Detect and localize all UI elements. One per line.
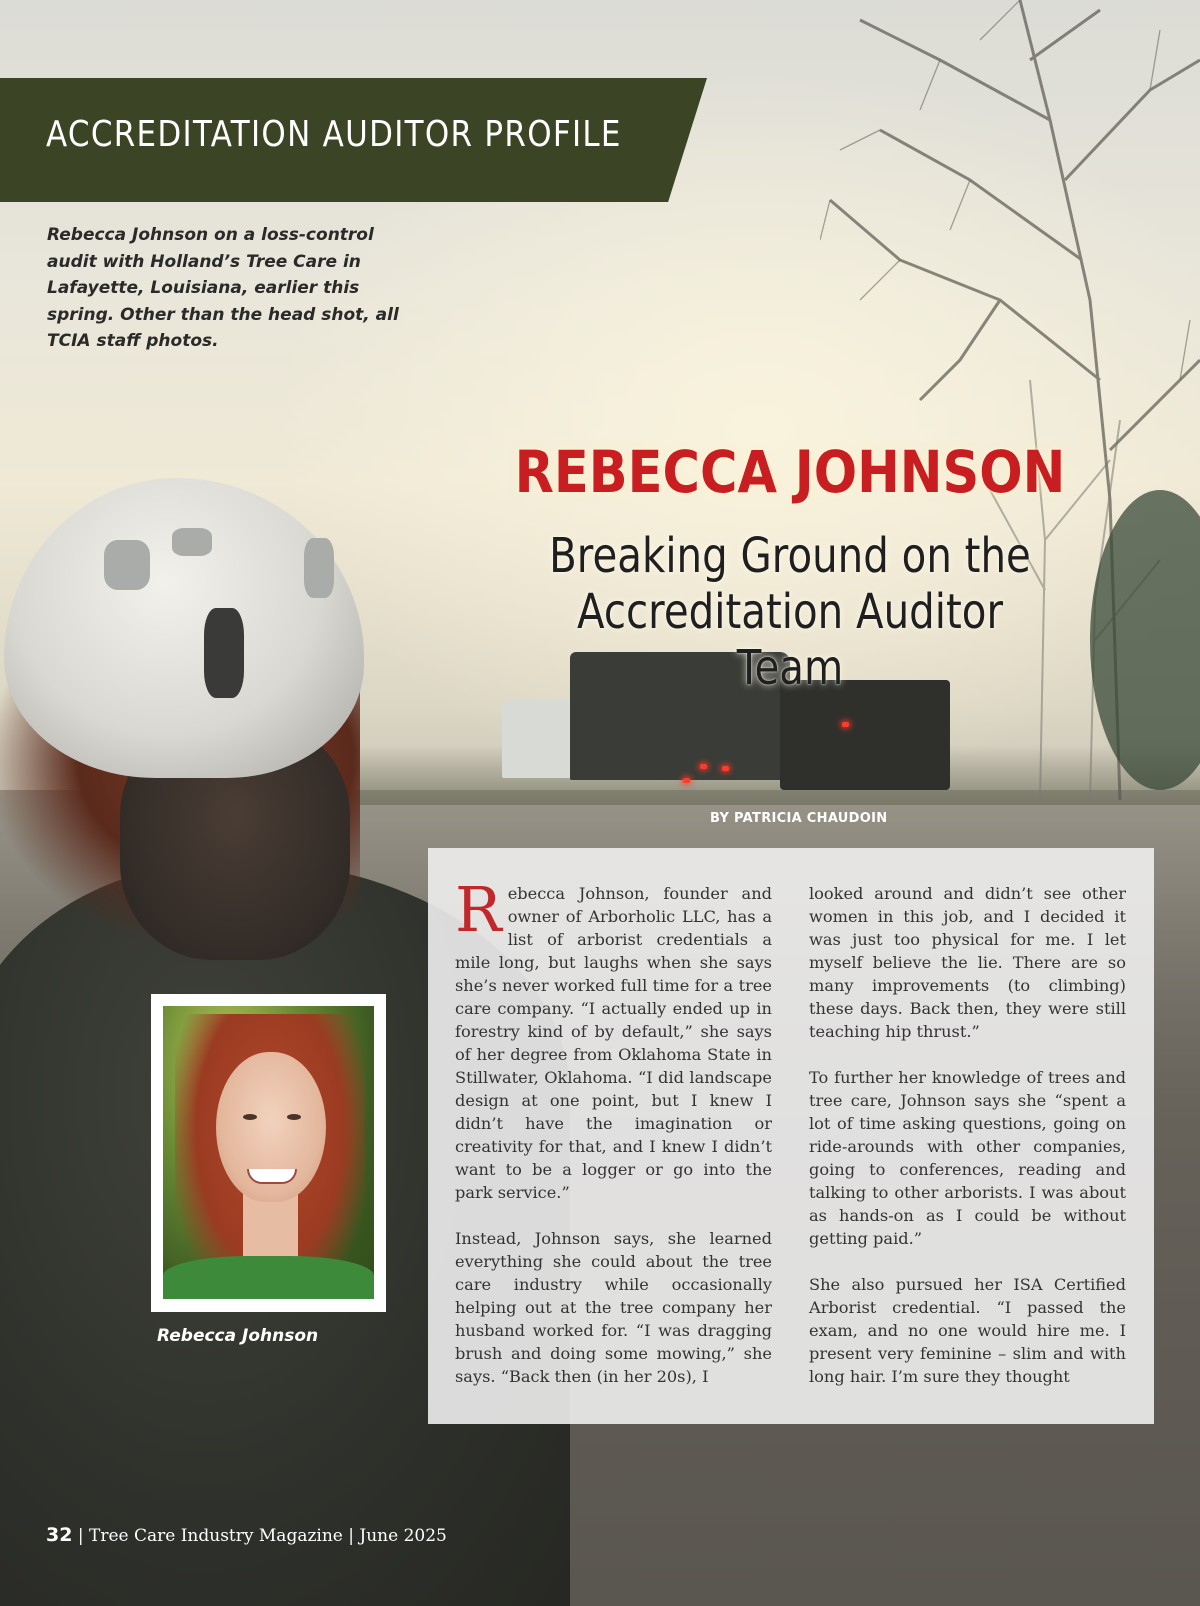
photo-caption-top: Rebecca Johnson on a loss-control audit with Holland’s Tree Care in Lafayette, Louisiana, earlier this spring. Other than the head shot, all TCIA staff photos. xyxy=(47,225,399,351)
page-footer xyxy=(46,1524,447,1546)
subtitle-line: Accreditation Auditor Team xyxy=(576,584,1004,696)
wood-chipper xyxy=(780,680,950,790)
headshot-photo xyxy=(163,1006,374,1299)
paragraph: Rebecca Johnson, founder and owner of Arborholic LLC, has a list of arborist credentials a mile long, but laughs when she says she’s never worked full time for a tree care company. “I actually ended up in forestry kind of by default,” she says of her degree from Oklahoma State in Stillwater, Oklahoma. “I did landscape design at one point, but I knew I didn’t have the imagination or creativity for that, and I knew I didn’t want to be a logger or go into the park service.” xyxy=(455,873,772,1202)
page-number: 32 xyxy=(46,1524,73,1546)
publication-info: | Tree Care Industry Magazine | June 2025 xyxy=(72,1526,447,1546)
paragraph: She also pursued her ISA Certified Arborist credential. “I passed the exam, and no one would hire me. I present very feminine – slim and with long hair. I’m sure they thought xyxy=(809,1275,1126,1386)
article-subtitle xyxy=(521,528,1059,696)
section-label: ACCREDITATION AUDITOR PROFILE xyxy=(46,114,622,155)
tail-light xyxy=(842,722,849,727)
paragraph: Instead, Johnson says, she learned everything she could about the tree care industry while occasionally helping out at the tree company her husband worked for. “I was dragging brush and doing some mowing,” she says. “Back then (in her 20s), I xyxy=(455,1229,772,1386)
subtitle-line: Breaking Ground on the xyxy=(549,528,1031,584)
drop-cap: R xyxy=(455,873,502,946)
article-title: REBECCA JOHNSON xyxy=(514,438,1066,506)
tail-light xyxy=(722,766,729,771)
article-column-2 xyxy=(809,882,1126,1411)
paragraph: looked around and didn’t see other women in this job, and I decided it was just too physical for me. I let myself believe the lie. There are so many improvements (to climbing) these days. Back then, they were still teaching hip thrust.” xyxy=(809,884,1126,1041)
byline: BY PATRICIA CHAUDOIN xyxy=(710,811,888,826)
headshot-caption: Rebecca Johnson xyxy=(157,1326,319,1346)
safety-helmet xyxy=(4,478,364,778)
paragraph: To further her knowledge of trees and tree care, Johnson says she “spent a lot of time asking questions, going on ride-arounds with other companies, going to conferences, reading and talking to other arborists. I was about as hands-on as I could be without getting paid.” xyxy=(809,1068,1126,1248)
tail-light xyxy=(683,778,690,783)
article-column-1 xyxy=(455,873,772,1411)
tail-light xyxy=(700,764,707,769)
